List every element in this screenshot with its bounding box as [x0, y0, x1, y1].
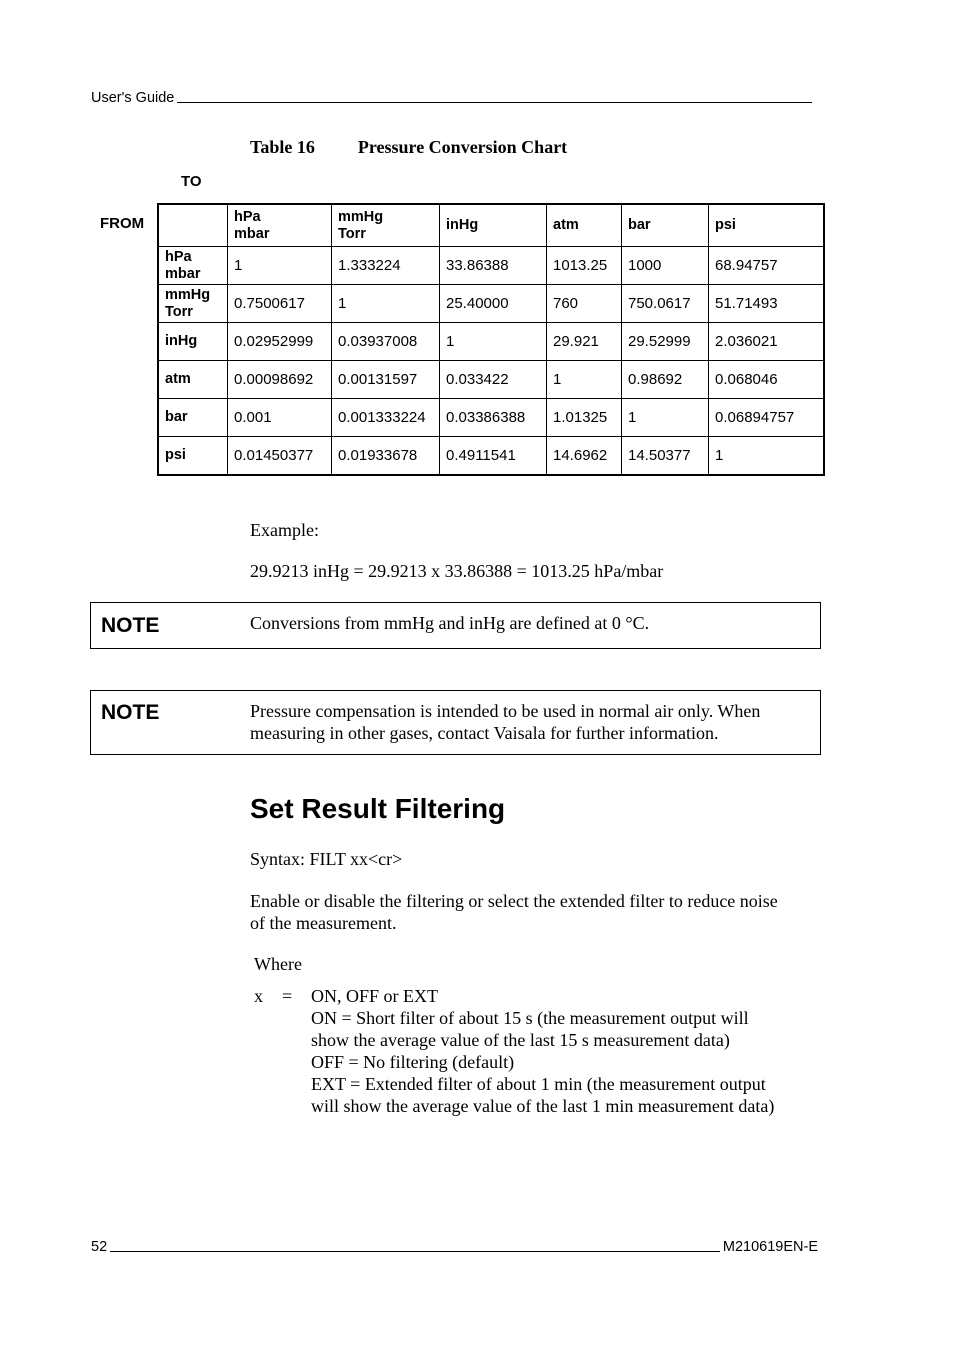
description	[250, 890, 820, 934]
note-line: Pressure compensation is intended to be used in normal air only. When	[250, 701, 761, 721]
table-cell: 1	[547, 361, 622, 399]
page-number: 52	[91, 1239, 108, 1255]
header-label: User's Guide	[91, 90, 175, 106]
description-line: of the measurement.	[250, 913, 397, 933]
row-header: atm	[158, 361, 228, 399]
table-cell: 14.6962	[547, 437, 622, 476]
table-row	[158, 399, 824, 437]
table-cell: 1	[440, 323, 547, 361]
pressure-conversion-table	[157, 203, 825, 476]
param-line: will show the average value of the last 1 min measurement data)	[311, 1096, 775, 1116]
syntax-line: Syntax: FILT xx<cr>	[250, 849, 403, 869]
page-header	[91, 90, 815, 106]
table-cell: 0.01450377	[228, 437, 332, 476]
table-title: Pressure Conversion Chart	[357, 137, 568, 157]
table-cell: 1.333224	[332, 247, 440, 285]
table-cell: 68.94757	[709, 247, 825, 285]
note-text: Conversions from mmHg and inHg are defined at 0 °C.	[250, 613, 650, 633]
table-cell: 29.921	[547, 323, 622, 361]
table-number: Table 16	[250, 137, 315, 157]
table-cell: 0.03386388	[440, 399, 547, 437]
table-cell: 0.7500617	[228, 285, 332, 323]
param-line: ON, OFF or EXT	[311, 986, 439, 1006]
page-footer	[91, 1239, 818, 1255]
example-label: Example:	[250, 520, 319, 540]
table-row	[158, 247, 824, 285]
column-header: inHg	[440, 204, 547, 247]
column-header: bar	[622, 204, 709, 247]
note-title: NOTE	[101, 614, 160, 637]
column-header: mmHg Torr	[332, 204, 440, 247]
table-cell: 2.036021	[709, 323, 825, 361]
table-cell: 0.00131597	[332, 361, 440, 399]
doc-id: M210619EN-E	[722, 1239, 818, 1255]
table-caption	[250, 137, 567, 158]
param-line: ON = Short filter of about 15 s (the measurement output will	[311, 1008, 749, 1028]
table-cell: 750.0617	[622, 285, 709, 323]
table-row	[158, 361, 824, 399]
section-heading: Set Result Filtering	[250, 793, 506, 824]
column-header: atm	[547, 204, 622, 247]
table-cell: 1.01325	[547, 399, 622, 437]
to-label: TO	[181, 173, 202, 190]
table-row	[158, 285, 824, 323]
table-header-row	[158, 204, 824, 247]
param-line: show the average value of the last 15 s measurement data)	[311, 1030, 730, 1050]
param-line: EXT = Extended filter of about 1 min (the measurement output	[311, 1074, 766, 1094]
table-cell: 1	[622, 399, 709, 437]
row-header: hPa mbar	[158, 247, 228, 285]
column-header: hPa mbar	[228, 204, 332, 247]
table-cell: 0.00098692	[228, 361, 332, 399]
table-cell: 25.40000	[440, 285, 547, 323]
description-line: Enable or disable the filtering or select the extended filter to reduce noise	[250, 891, 778, 911]
note-title: NOTE	[101, 701, 160, 724]
table-cell: 0.03937008	[332, 323, 440, 361]
param-equals: =	[282, 986, 293, 1006]
footer-rule	[110, 1251, 720, 1252]
table-cell: 760	[547, 285, 622, 323]
table-row	[158, 323, 824, 361]
from-label: FROM	[100, 215, 145, 232]
table-cell: 0.98692	[622, 361, 709, 399]
table-cell: 51.71493	[709, 285, 825, 323]
where-label: Where	[254, 954, 302, 974]
row-header: mmHg Torr	[158, 285, 228, 323]
table-cell: 1	[709, 437, 825, 476]
note-text	[250, 700, 804, 744]
row-header: inHg	[158, 323, 228, 361]
table-cell: 33.86388	[440, 247, 547, 285]
table-cell: 0.01933678	[332, 437, 440, 476]
table-cell: 1	[228, 247, 332, 285]
table-cell: 1000	[622, 247, 709, 285]
table-row	[158, 437, 824, 476]
table-cell: 0.4911541	[440, 437, 547, 476]
note-line: measuring in other gases, contact Vaisala for further information.	[250, 723, 719, 743]
note-box	[90, 690, 821, 755]
table-cell: 0.068046	[709, 361, 825, 399]
corner-cell	[158, 204, 228, 247]
param-description	[311, 985, 821, 1117]
header-rule	[177, 102, 812, 103]
row-header: bar	[158, 399, 228, 437]
table-cell: 1	[332, 285, 440, 323]
note-box	[90, 602, 821, 649]
table-cell: 29.52999	[622, 323, 709, 361]
table-cell: 0.06894757	[709, 399, 825, 437]
table-cell: 0.001	[228, 399, 332, 437]
example-equation: 29.9213 inHg = 29.9213 x 33.86388 = 1013.25 hPa/mbar	[250, 561, 664, 581]
table-cell: 1013.25	[547, 247, 622, 285]
table-cell: 0.02952999	[228, 323, 332, 361]
row-header: psi	[158, 437, 228, 476]
table-cell: 0.001333224	[332, 399, 440, 437]
param-line: OFF = No filtering (default)	[311, 1052, 515, 1072]
column-header: psi	[709, 204, 825, 247]
param-name: x	[254, 986, 263, 1006]
table-cell: 14.50377	[622, 437, 709, 476]
table-cell: 0.033422	[440, 361, 547, 399]
